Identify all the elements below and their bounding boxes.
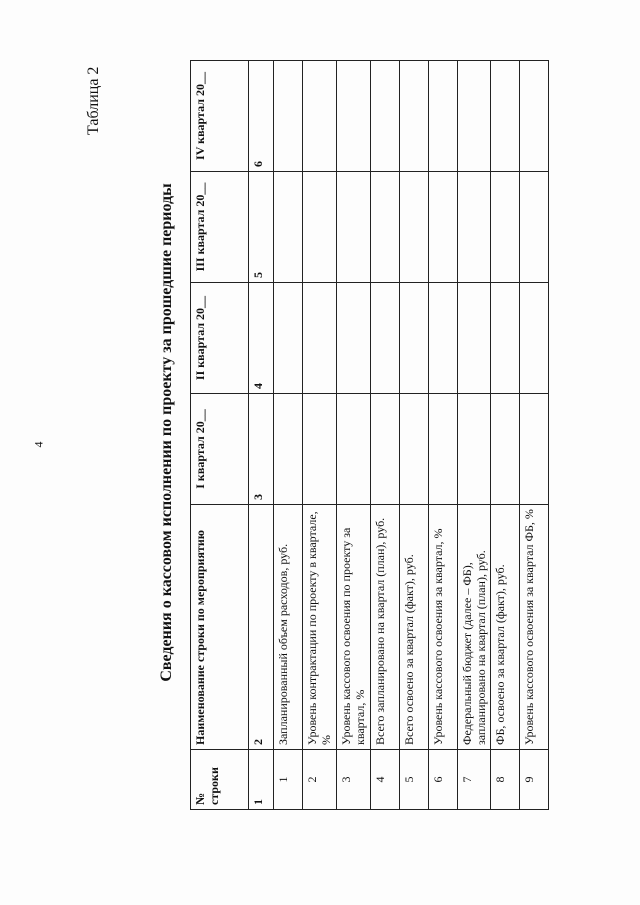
header-q2: II квартал 20__ [191, 283, 249, 394]
column-index: 3 [249, 394, 274, 505]
row-number: 6 [428, 750, 457, 810]
q3-cell[interactable] [520, 172, 549, 283]
q4-cell[interactable] [457, 61, 491, 172]
table-header-row [191, 61, 249, 810]
row-number: 3 [336, 750, 370, 810]
table-row [336, 61, 370, 810]
row-name: Федеральный бюджет (далее – ФБ), запланировано на квартал (план), руб. [457, 505, 491, 750]
column-index: 6 [249, 61, 274, 172]
q1-cell[interactable] [428, 394, 457, 505]
q4-cell[interactable] [303, 61, 337, 172]
q4-cell[interactable] [399, 61, 428, 172]
column-index: 1 [249, 750, 274, 810]
row-number: 9 [520, 750, 549, 810]
q1-cell[interactable] [399, 394, 428, 505]
q1-cell[interactable] [274, 394, 303, 505]
row-name: Уровень кассового освоения за квартал ФБ, % [520, 505, 549, 750]
q3-cell[interactable] [399, 172, 428, 283]
q1-cell[interactable] [336, 394, 370, 505]
q2-cell[interactable] [399, 283, 428, 394]
header-q4: IV квартал 20__ [191, 61, 249, 172]
table-row [520, 61, 549, 810]
q2-cell[interactable] [520, 283, 549, 394]
row-number: 4 [370, 750, 399, 810]
table-row [399, 61, 428, 810]
q1-cell[interactable] [520, 394, 549, 505]
q2-cell[interactable] [370, 283, 399, 394]
q2-cell[interactable] [491, 283, 520, 394]
q2-cell[interactable] [457, 283, 491, 394]
q4-cell[interactable] [520, 61, 549, 172]
q1-cell[interactable] [491, 394, 520, 505]
row-name: Всего запланировано на квартал (план), руб. [370, 505, 399, 750]
header-row-name: Наименование строки по мероприятию [191, 505, 249, 750]
q3-cell[interactable] [274, 172, 303, 283]
q4-cell[interactable] [491, 61, 520, 172]
row-name: Уровень контрактации по проекту в квартале, % [303, 505, 337, 750]
row-name: Запланированный объем расходов, руб. [274, 505, 303, 750]
row-name: Уровень кассового освоения за квартал, % [428, 505, 457, 750]
q3-cell[interactable] [428, 172, 457, 283]
table-row [274, 61, 303, 810]
row-name: ФБ, освоено за квартал (факт), руб. [491, 505, 520, 750]
q2-cell[interactable] [303, 283, 337, 394]
table-row [457, 61, 491, 810]
column-index: 4 [249, 283, 274, 394]
row-number: 5 [399, 750, 428, 810]
table-row [428, 61, 457, 810]
row-number: 2 [303, 750, 337, 810]
table-row [303, 61, 337, 810]
header-row-number: № строки [191, 750, 249, 810]
q3-cell[interactable] [491, 172, 520, 283]
q1-cell[interactable] [370, 394, 399, 505]
q4-cell[interactable] [336, 61, 370, 172]
table-row [491, 61, 520, 810]
document-title: Сведения о кассовом исполнении по проекту за прошедшие периоды [158, 183, 175, 682]
row-number: 8 [491, 750, 520, 810]
header-q3: III квартал 20__ [191, 172, 249, 283]
q3-cell[interactable] [370, 172, 399, 283]
table-row [370, 61, 399, 810]
column-index-row [249, 61, 274, 810]
row-number: 7 [457, 750, 491, 810]
q4-cell[interactable] [370, 61, 399, 172]
column-index: 2 [249, 505, 274, 750]
q3-cell[interactable] [336, 172, 370, 283]
table-caption: Таблица 2 [85, 66, 102, 135]
q2-cell[interactable] [336, 283, 370, 394]
row-name: Уровень кассового освоения по проекту за квартал, % [336, 505, 370, 750]
q3-cell[interactable] [457, 172, 491, 283]
row-number: 1 [274, 750, 303, 810]
q2-cell[interactable] [428, 283, 457, 394]
page-number: 4 [31, 441, 46, 448]
q3-cell[interactable] [303, 172, 337, 283]
column-index: 5 [249, 172, 274, 283]
row-name: Всего освоено за квартал (факт), руб. [399, 505, 428, 750]
header-q1: I квартал 20__ [191, 394, 249, 505]
q4-cell[interactable] [274, 61, 303, 172]
q4-cell[interactable] [428, 61, 457, 172]
q2-cell[interactable] [274, 283, 303, 394]
report-table [190, 60, 549, 810]
q1-cell[interactable] [457, 394, 491, 505]
q1-cell[interactable] [303, 394, 337, 505]
